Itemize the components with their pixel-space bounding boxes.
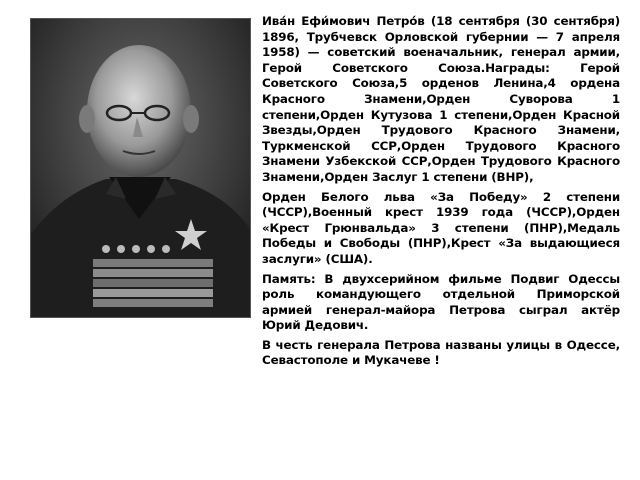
portrait-photo [30, 18, 251, 318]
biography-paragraph-2: Орден Белого льва «За Победу» 2 степени (ЧССР),Военный крест 1939 года (ЧССР),Орден «Крест Грюнвальда» 3 степени (ПНР),Медаль Победы и Свободы (ПНР),Крест «За выдающиеся заслуги» (США). [262, 189, 620, 266]
biography-paragraph-4: В честь генерала Петрова названы улицы в Одессе, Севастополе и Мукачеве ! [262, 337, 620, 368]
portrait-image [31, 19, 250, 317]
biography-text [262, 14, 620, 373]
biography-paragraph-3: Память: В двухсерийном фильме Подвиг Одессы роль командующего отдельной Приморской армией генерал-майора Петрова сыграл актёр Юрий Дедович. [262, 271, 620, 333]
biography-paragraph-1: Ива́н Ефи́мович Петро́в (18 сентября (30 сентября) 1896, Трубчевск Орловской губернии — 7 апреля 1958) — советский военачальник, генерал армии, Герой Советского Союза.Награды: Герой Советского Союза,5 орденов Ленина,4 ордена Красного Знамени,Орден Суворова 1 степени,Орден Кутузова 1 степени,Орден Красной Звезды,Орден Трудового Красного Знамени, Туркменской ССР,Орден Трудового Красного Знамени Узбекской ССР,Орден Трудового Красного Знамени,Орден Заслуг 1 степени (ВНР), [262, 14, 620, 184]
